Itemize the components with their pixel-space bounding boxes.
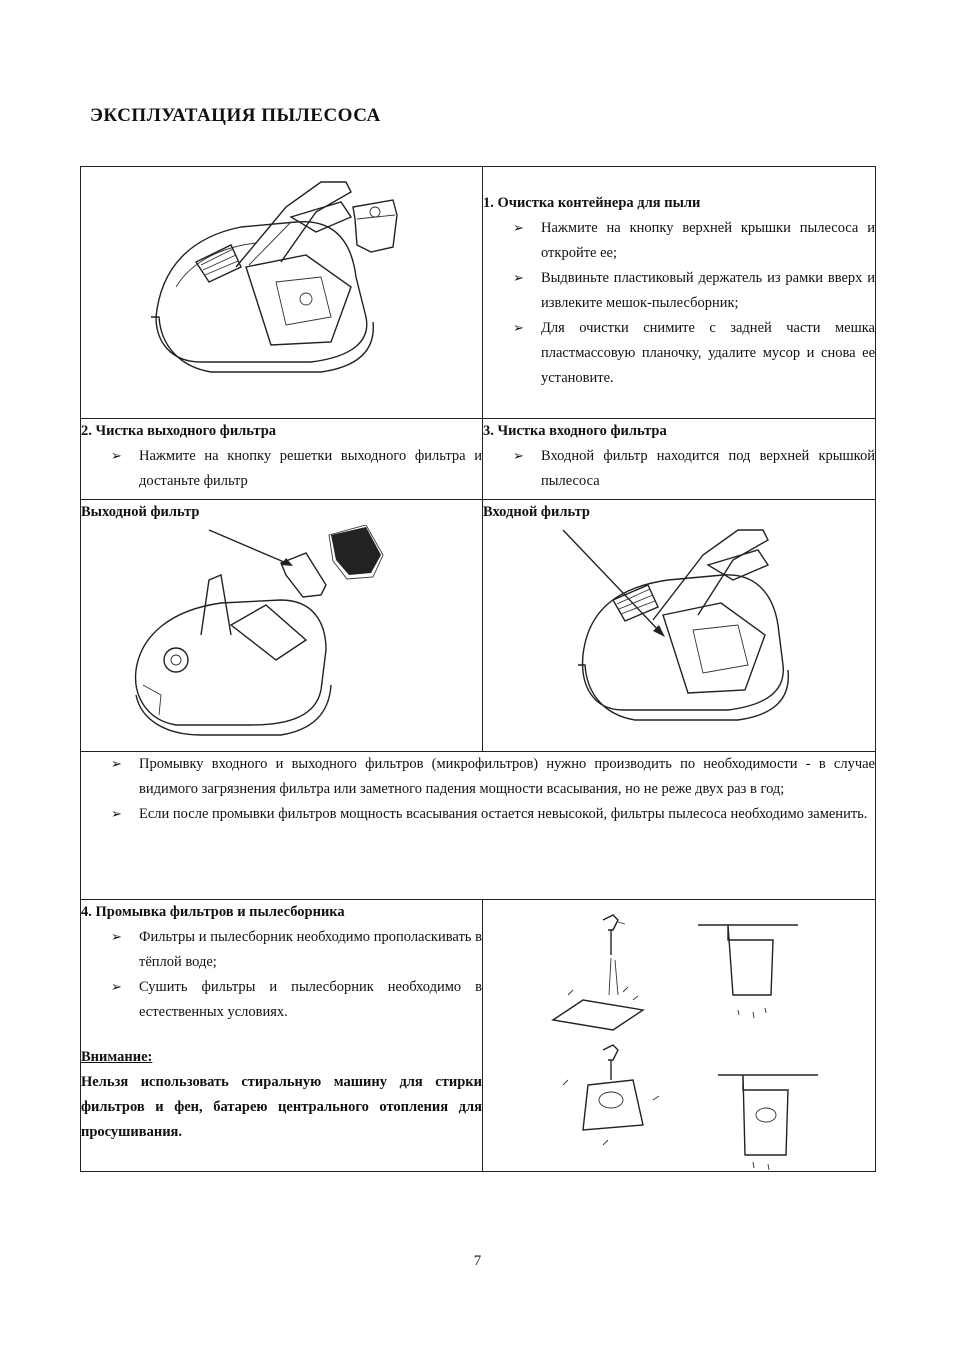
section-4-heading: 4. Промывка фильтров и пылесборника bbox=[81, 904, 345, 920]
illustration-dust-container bbox=[81, 167, 483, 419]
section-3-item: ➢ Входной фильтр находится под верхней крышкой пылесоса bbox=[513, 444, 875, 494]
inlet-filter-label: Входной фильтр bbox=[483, 504, 590, 520]
inlet-filter-illustration bbox=[483, 525, 860, 740]
section-3-cell bbox=[483, 419, 876, 500]
section-1-item: ➢ Выдвиньте пластиковый держатель из рамки вверх и извлеките мешок-пылесборник; bbox=[513, 266, 875, 316]
section-2-item: ➢ Нажмите на кнопку решетки выходного фильтра и достаньте фильтр bbox=[111, 444, 482, 494]
section-1-heading: 1. Очистка контейнера для пыли bbox=[483, 195, 701, 211]
notes-cell bbox=[81, 752, 876, 900]
section-1-cell bbox=[483, 167, 876, 419]
section-3-heading: 3. Чистка входного фильтра bbox=[483, 423, 667, 439]
section-1-item: ➢ Для очистки снимите с задней части мешка пластмассовую планочку, удалите мусор и снова ее установите. bbox=[513, 316, 875, 391]
instructions-table bbox=[80, 166, 876, 1172]
warning-text: Нельзя использовать стиральную машину для стирки фильтров и фен, батарею центрального отопления для просушивания. bbox=[81, 1074, 482, 1140]
note-item: ➢ Если после промывки фильтров мощность всасывания остается невысокой, фильтры пылесоса необходимо заменить. bbox=[111, 802, 875, 827]
outlet-filter-label: Выходной фильтр bbox=[81, 504, 200, 520]
page-number: 7 bbox=[473, 1253, 482, 1269]
washing-illustration-cell bbox=[483, 900, 876, 1172]
note-item: ➢ Промывку входного и выходного фильтров (микрофильтров) нужно производить по необходимости - в случае видимого загрязнения фильтра или заметного падения мощности всасывания, но не реже двух раз в год; bbox=[111, 752, 875, 802]
page-title: ЭКСПЛУАТАЦИЯ ПЫЛЕСОСА bbox=[90, 105, 381, 126]
washing-drying-illustration bbox=[483, 900, 874, 1170]
section-4-item: ➢ Сушить фильтры и пылесборник необходимо в естественных условиях. bbox=[111, 975, 482, 1025]
section-4-item: ➢ Фильтры и пылесборник необходимо прополаскивать в тёплой воде; bbox=[111, 925, 482, 975]
section-4-cell bbox=[81, 900, 483, 1172]
section-1-item: ➢ Нажмите на кнопку верхней крышки пылесоса и откройте ее; bbox=[513, 216, 875, 266]
section-2-heading: 2. Чистка выходного фильтра bbox=[81, 423, 277, 439]
vacuum-open-lid-illustration bbox=[81, 167, 481, 417]
section-2-cell bbox=[81, 419, 483, 500]
inlet-filter-cell bbox=[483, 500, 876, 752]
outlet-filter-illustration bbox=[81, 525, 465, 740]
outlet-filter-cell bbox=[81, 500, 483, 752]
warning-title: Внимание: bbox=[81, 1049, 153, 1065]
